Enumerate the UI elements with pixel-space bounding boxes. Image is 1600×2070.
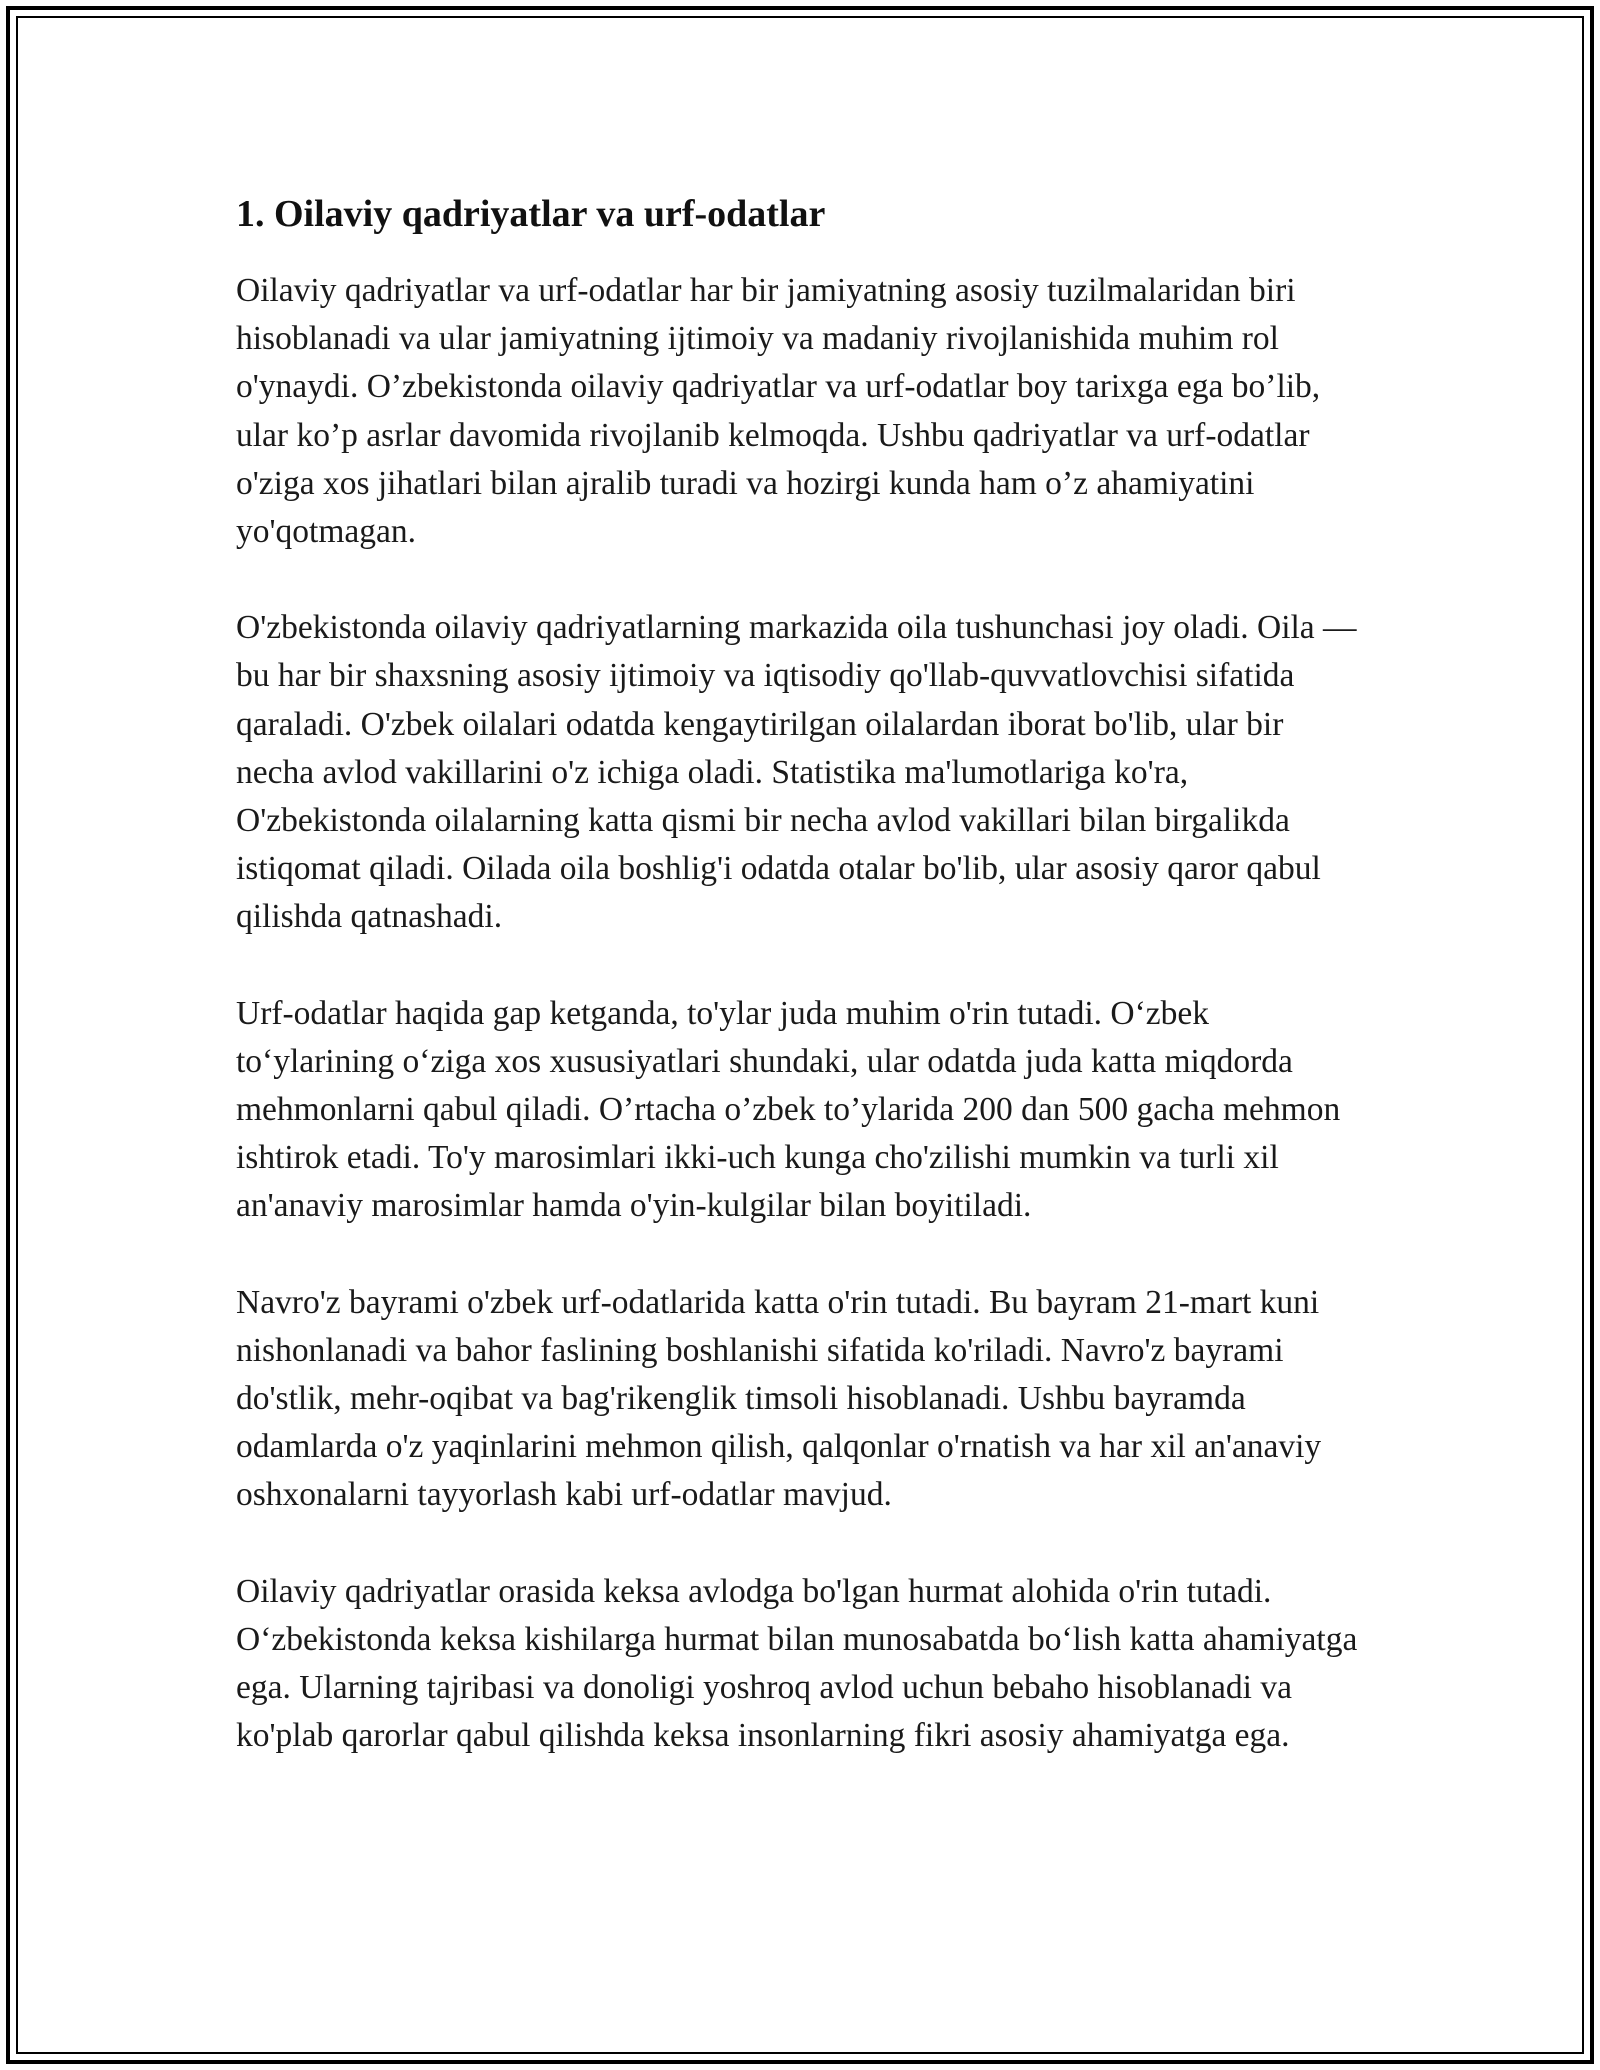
section-heading: 1. Oilaviy qadriyatlar va urf-odatlar [236, 193, 826, 235]
paragraph-2: O'zbekistonda oilaviy qadriyatlarning markazida oila tushunchasi joy oladi. Oila — bu har bir shaxsning asosiy ijtimoiy va iqtisodiy qo'llab-quvvatlovchisi sifatida qaraladi. O'zbek oilalari odatda kengaytirilgan oilalardan iborat bo'lib, ular bir necha avlod vakillarini o'z ichiga oladi. Statistika ma'lumotlariga ko'ra, O'zbekistonda oilalarning katta qismi bir necha avlod vakillari bilan birgalikda istiqomat qiladi. Oilada oila boshlig'i odatda otalar bo'lib, ular asosiy qaror qabul qilishda qatnashadi. [236, 609, 1357, 936]
paragraph-1: Oilaviy qadriyatlar va urf-odatlar har bir jamiyatning asosiy tuzilmalaridan biri hisoblanadi va ular jamiyatning ijtimoiy va madaniy rivojlanishida muhim rol o'ynaydi. O’zbekistonda oilaviy qadriyatlar va urf-odatlar boy tarixga ega bo’lib, ular ko’p asrlar davomida rivojlanib kelmoqda. Ushbu qadriyatlar va urf-odatlar o'ziga xos jihatlari bilan ajralib turadi va hozirgi kunda ham o’z ahamiyatini yo'qotmagan. [236, 272, 1321, 551]
document-body [236, 186, 1366, 1808]
paragraph-4: Navro'z bayrami o'zbek urf-odatlarida katta o'rin tutadi. Bu bayram 21-mart kuni nishonlanadi va bahor faslining boshlanishi sifatida ko'riladi. Navro'z bayrami do'stlik, mehr-oqibat va bag'rikenglik timsoli hisoblanadi. Ushbu bayramda odamlarda o'z yaqinlarini mehmon qilish, qalqonlar o'rnatish va har xil an'anaviy oshxonalarni tayyorlash kabi urf-odatlar mavjud. [236, 1283, 1322, 1514]
paragraph-3: Urf-odatlar haqida gap ketganda, to'ylar juda muhim o'rin tutadi. O‘zbek to‘ylarining o‘ziga xos xususiyatlari shundaki, ular odatda juda katta miqdorda mehmonlarni qabul qiladi. O’rtacha o’zbek to’ylarida 200 dan 500 gacha mehmon ishtirok etadi. To'y marosimlari ikki-uch kunga cho'zilishi mumkin va turli xil an'anaviy marosimlar hamda o'yin-kulgilar bilan boyitiladi. [236, 994, 1341, 1225]
paragraph-5: Oilaviy qadriyatlar orasida keksa avlodga bo'lgan hurmat alohida o'rin tutadi. O‘zbekistonda keksa kishilarga hurmat bilan munosabatda bo‘lish katta ahamiyatga ega. Ularning tajribasi va donoligi yoshroq avlod uchun bebaho hisoblanadi va ko'plab qarorlar qabul qilishda keksa insonlarning fikri asosiy ahamiyatga ega. [236, 1572, 1358, 1755]
